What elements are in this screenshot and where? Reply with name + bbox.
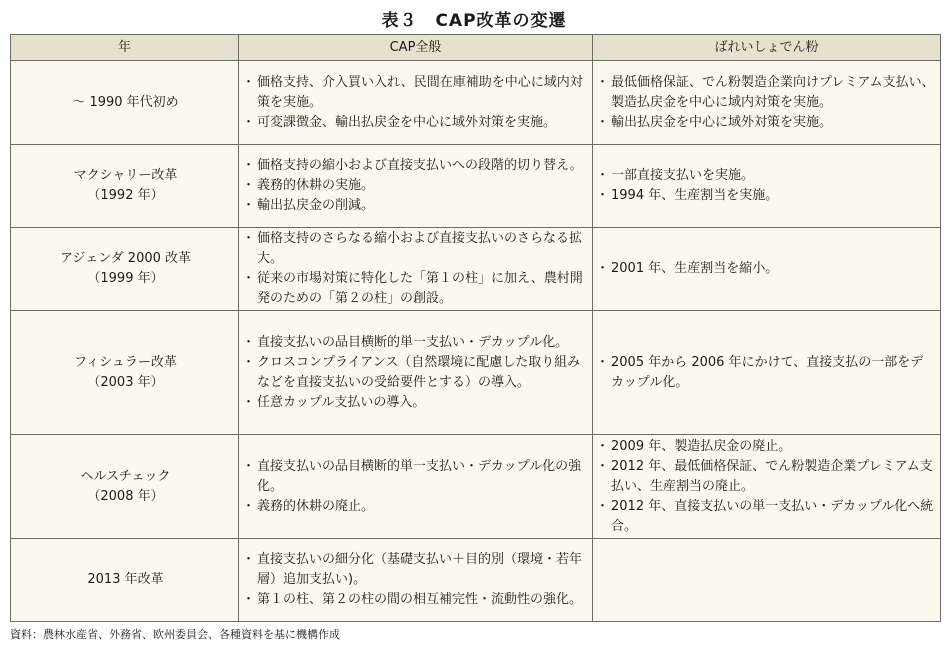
cap-reform-table <box>10 34 941 622</box>
year-label: ～ 1990 年代初め <box>72 94 179 110</box>
potato-item: ・ 最低価格保証、でん粉製造企業向けプレミアム支払い、製造払戻金を中心に域内対策を実施。 <box>599 73 936 113</box>
cap-cell <box>239 228 593 311</box>
cap-cell <box>239 539 593 622</box>
potato-item: ・ 1994 年、生産割当を実施。 <box>599 186 936 206</box>
table-row <box>11 145 941 228</box>
potato-cell <box>593 228 941 311</box>
table-title: 表３ CAP改革の変遷 <box>381 11 567 31</box>
header-year: 年 <box>11 35 239 61</box>
cap-item: ・ 価格支持のさらなる縮小および直接支払いのさらなる拡大。 <box>245 229 588 269</box>
cap-cell <box>239 435 593 539</box>
year-cell <box>11 61 239 145</box>
potato-cell <box>593 145 941 228</box>
cap-item: ・ 輸出払戻金の削減。 <box>245 196 588 216</box>
year-label: マクシャリー改革 <box>73 168 178 183</box>
cap-cell <box>239 61 593 145</box>
potato-item: ・ 輸出払戻金を中心に域外対策を実施。 <box>599 113 936 133</box>
cap-item: ・ 可変課徴金、輸出払戻金を中心に域外対策を実施。 <box>245 113 588 133</box>
cap-item: ・ 価格支持、介入買い入れ、民間在庫補助を中心に域内対策を実施。 <box>245 73 588 113</box>
cap-item: ・ 第１の柱、第２の柱の間の相互補完性・流動性の強化。 <box>245 590 588 610</box>
year-sub-label: （1999 年） <box>87 271 164 286</box>
year-cell <box>11 539 239 622</box>
table-row <box>11 311 941 435</box>
cap-item: ・ 義務的休耕の廃止。 <box>245 497 588 517</box>
potato-item: ・ 2005 年から 2006 年にかけて、直接支払の一部をデカップル化。 <box>599 353 936 393</box>
year-cell <box>11 435 239 539</box>
cap-item: ・ 直接支払いの細分化（基礎支払い＋目的別（環境・若年層）追加支払い)。 <box>245 550 588 590</box>
year-sub-label: （2008 年） <box>87 488 164 504</box>
cap-cell <box>239 145 593 228</box>
potato-cell <box>593 61 941 145</box>
year-label: 2013 年改革 <box>87 572 164 587</box>
table-row <box>11 228 941 311</box>
potato-cell <box>593 311 941 435</box>
potato-item: ・ 一部直接支払いを実施。 <box>599 166 936 186</box>
year-label: フィシュラー改革 <box>74 354 177 370</box>
potato-item: ・ 2012 年、直接支払いの単一支払い・デカップル化へ統合。 <box>599 497 936 537</box>
potato-item: ・ 2009 年、製造払戻金の廃止。 <box>599 437 936 457</box>
cap-item: ・ 任意カップル支払いの導入。 <box>245 393 588 413</box>
header-row <box>11 35 941 61</box>
cap-item: ・ 価格支持の縮小および直接支払いへの段階的切り替え。 <box>245 156 588 176</box>
year-cell <box>11 145 239 228</box>
year-cell <box>11 228 239 311</box>
cap-item: ・ 直接支払いの品目横断的単一支払い・デカップル化の強化。 <box>245 457 588 497</box>
cap-item: ・ クロスコンプライアンス（自然環境に配慮した取り組みなどを直接支払いの受給要件とする）の導入。 <box>245 353 588 393</box>
header-potato-starch: ばれいしょでん粉 <box>593 35 941 61</box>
year-label: ヘルスチェック <box>80 468 171 484</box>
table-row <box>11 61 941 145</box>
cap-item: ・ 従来の市場対策に特化した「第１の柱」に加え、農村開発のための「第２の柱」の創設。 <box>245 269 588 309</box>
header-cap: CAP全般 <box>239 35 593 61</box>
table-row <box>11 435 941 539</box>
potato-item: ・ 2012 年、最低価格保証、でん粉製造企業プレミアム支払い、生産割当の廃止。 <box>599 457 936 497</box>
cap-cell <box>239 311 593 435</box>
year-cell <box>11 311 239 435</box>
table-row <box>11 539 941 622</box>
source-note: 資料：農林水産省、外務省、欧州委員会、各種資料を基に機構作成 <box>10 628 340 641</box>
year-sub-label: （1992 年） <box>87 188 164 203</box>
potato-cell <box>593 435 941 539</box>
potato-cell-empty <box>593 539 941 622</box>
cap-item: ・ 義務的休耕の実施。 <box>245 176 588 196</box>
potato-item: ・ 2001 年、生産割当を縮小。 <box>599 259 936 279</box>
year-label: アジェンダ 2000 改革 <box>59 251 192 266</box>
cap-item: ・ 直接支払いの品目横断的単一支払い・デカップル化。 <box>245 333 588 353</box>
year-sub-label: （2003 年） <box>87 374 164 390</box>
